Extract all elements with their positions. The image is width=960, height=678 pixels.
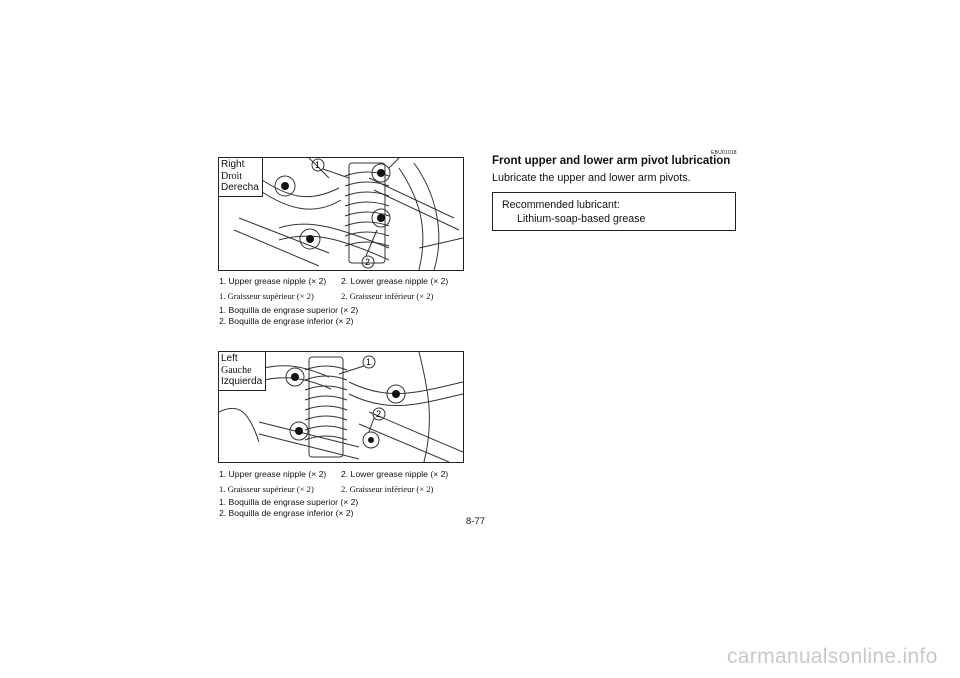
caption-fr-2: 2. Graisseur inférieur (× 2) — [341, 291, 434, 301]
lubricant-label: Recommended lubricant: — [502, 199, 620, 211]
label-en: Left — [221, 353, 238, 364]
caption-en-1: 1. Upper grease nipple (× 2) — [219, 276, 327, 286]
caption-es-1: 1. Boquilla de engrase superior (× 2) — [219, 305, 359, 315]
caption-es-2: 2. Boquilla de engrase inferior (× 2) — [219, 316, 354, 326]
lubricant-value: Lithium-soap-based grease — [517, 213, 646, 225]
caption-en-2: 2. Lower grease nipple (× 2) — [341, 469, 449, 479]
callout-1: 1 — [315, 160, 321, 170]
label-fr: Gauche — [221, 365, 252, 376]
section-heading: Front upper and lower arm pivot lubrication — [492, 155, 731, 167]
caption-en-1: 1. Upper grease nipple (× 2) — [219, 469, 327, 479]
figure-label — [219, 352, 266, 391]
section-body: Lubricate the upper and lower arm pivots. — [492, 172, 691, 184]
section-code: EBU01018 — [711, 150, 737, 156]
callout-1: 1 — [366, 357, 372, 367]
figure-right-illustration — [218, 157, 464, 271]
caption-fr-2: 2. Graisseur inférieur (× 2) — [341, 484, 434, 494]
caption-en-2: 2. Lower grease nipple (× 2) — [341, 276, 449, 286]
caption-fr-1: 1. Graisseur supérieur (× 2) — [219, 291, 314, 301]
label-en: Right — [221, 159, 245, 170]
label-es: Izquierda — [221, 376, 263, 387]
caption-es-2: 2. Boquilla de engrase inferior (× 2) — [219, 508, 354, 518]
figure-label — [219, 158, 263, 197]
page-number: 8-77 — [466, 516, 486, 527]
label-es: Derecha — [221, 182, 259, 193]
callout-2: 2 — [376, 409, 382, 419]
callout-2: 2 — [365, 257, 371, 267]
recommended-lubricant-box — [492, 192, 736, 231]
figure-left-illustration — [218, 351, 464, 463]
label-fr: Droit — [221, 171, 243, 182]
caption-fr-1: 1. Graisseur supérieur (× 2) — [219, 484, 314, 494]
watermark: carmanualsonline.info — [727, 645, 938, 668]
caption-es-1: 1. Boquilla de engrase superior (× 2) — [219, 497, 359, 507]
